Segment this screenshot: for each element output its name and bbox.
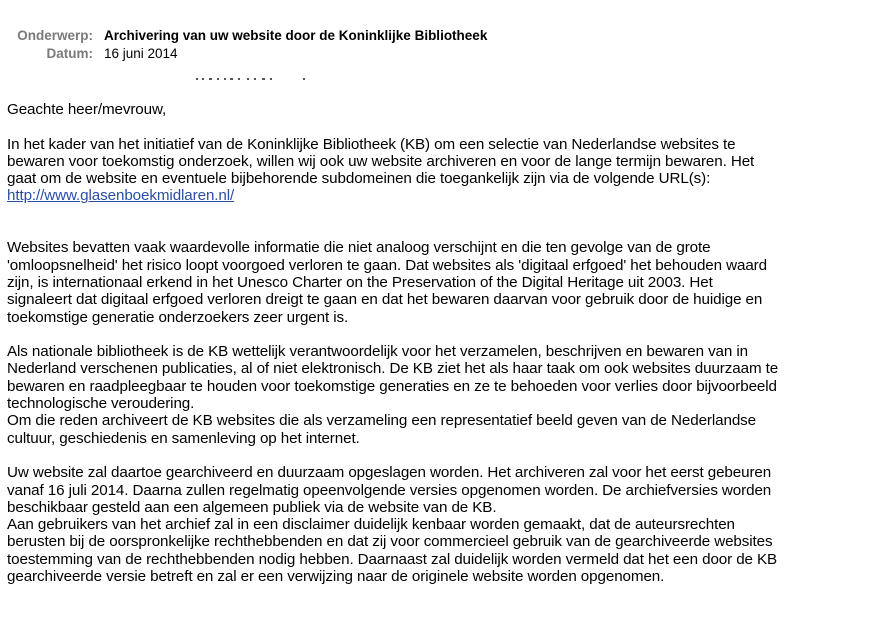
- paragraph-4-line: Aan gebruikers van het archief zal in een disclaimer duidelijk kenbaar worden gemaakt, dat de auteursrechten: [7, 516, 735, 534]
- paragraph-2-line: 'omloopsnelheid' het risico loopt voorgoed verloren te gaan. Dat websites als 'digitaal erfgoed' het behouden waard: [7, 256, 767, 274]
- paragraph-2-line: zijn, is internationaal erkend in het Unesco Charter on the Preservation of the Digital Heritage uit 2003. Het: [7, 273, 713, 291]
- paragraph-4-line: beschikbaar gesteld aan een algemeen publiek via de website van de KB.: [7, 498, 497, 516]
- date-row: [0, 46, 879, 64]
- greeting: Geachte heer/mevrouw,: [7, 101, 167, 118]
- date-value: 16 juni 2014: [104, 46, 178, 61]
- email-header: [0, 28, 879, 64]
- paragraph-3-line: bewaren en raadpleegbaar te houden voor toekomstige generaties en ze te behoeden voor verlies door bijvoorbeeld: [7, 377, 777, 395]
- paragraph-2-line: toekomstige generatie onderzoekers zeer urgent is.: [7, 308, 349, 326]
- paragraph-1-line: gaat om de website en eventuele bijbehorende subdomeinen die toegankelijk zijn via de volgende URL(s):: [7, 170, 711, 188]
- partial-text-artifact: [196, 77, 306, 81]
- paragraph-3-line: cultuur, geschiedenis en samenleving op het internet.: [7, 429, 360, 447]
- paragraph-3-line: Als nationale bibliotheek is de KB wettelijk verantwoordelijk voor het verzamelen, beschrijven en bewaren van in: [7, 343, 748, 361]
- paragraph-4-line: vanaf 16 juli 2014. Daarna zullen regelmatig opeenvolgende versies opgenomen worden. De archiefversies worden: [7, 481, 772, 499]
- paragraph-3-line: Nederland verschenen publicaties, al of niet elektronisch. De KB ziet het als haar taak om ook websites duurzaam te: [7, 360, 779, 378]
- subject-label: Onderwerp:: [17, 28, 93, 43]
- paragraph-4-line: Uw website zal daartoe gearchiveerd en duurzaam opgeslagen worden. Het archiveren zal voor het eerst gebeuren: [7, 464, 772, 482]
- paragraph-3-line: technologische veroudering.: [7, 395, 195, 413]
- subject-value: Archivering van uw website door de Koninklijke Bibliotheek: [104, 28, 488, 43]
- paragraph-4-line: gearchiveerde versie betreft en zal er een verwijzing naar de originele website worden opgenomen.: [7, 568, 665, 586]
- paragraph-4-line: toestemming van de rechthebbenden nodig hebben. Daarnaast zal duidelijk worden vermeld dat het een door de KB: [7, 550, 778, 568]
- email-body: [7, 101, 877, 585]
- subject-row: [0, 28, 879, 46]
- paragraph-2-line: Websites bevatten vaak waardevolle informatie die niet analoog verschijnt en die ten gevolge van de grote: [7, 239, 711, 257]
- paragraph-2-line: signaleert dat digitaal erfgoed verloren dreigt te gaan en dat het bewaren daarvan voor gebruik door de huidige en: [7, 291, 763, 309]
- paragraph-3-line: Om die reden archiveert de KB websites die als verzameling een representatief beeld geven van de Nederlandse: [7, 412, 757, 430]
- paragraph-4-line: berusten bij de oorspronkelijke rechthebbenden en dat zij voor commercieel gebruik van de gearchiveerde websites: [7, 533, 773, 551]
- paragraph-1-line: In het kader van het initiatief van de Koninklijke Bibliotheek (KB) om een selectie van Nederlandse websites te: [7, 135, 736, 153]
- date-label: Datum:: [46, 46, 93, 61]
- website-link[interactable]: http://www.glasenboekmidlaren.nl/: [7, 187, 235, 205]
- paragraph-1-line: bewaren voor toekomstig onderzoek, willen wij ook uw website archiveren en voor de lange termijn bewaren. Het: [7, 152, 755, 170]
